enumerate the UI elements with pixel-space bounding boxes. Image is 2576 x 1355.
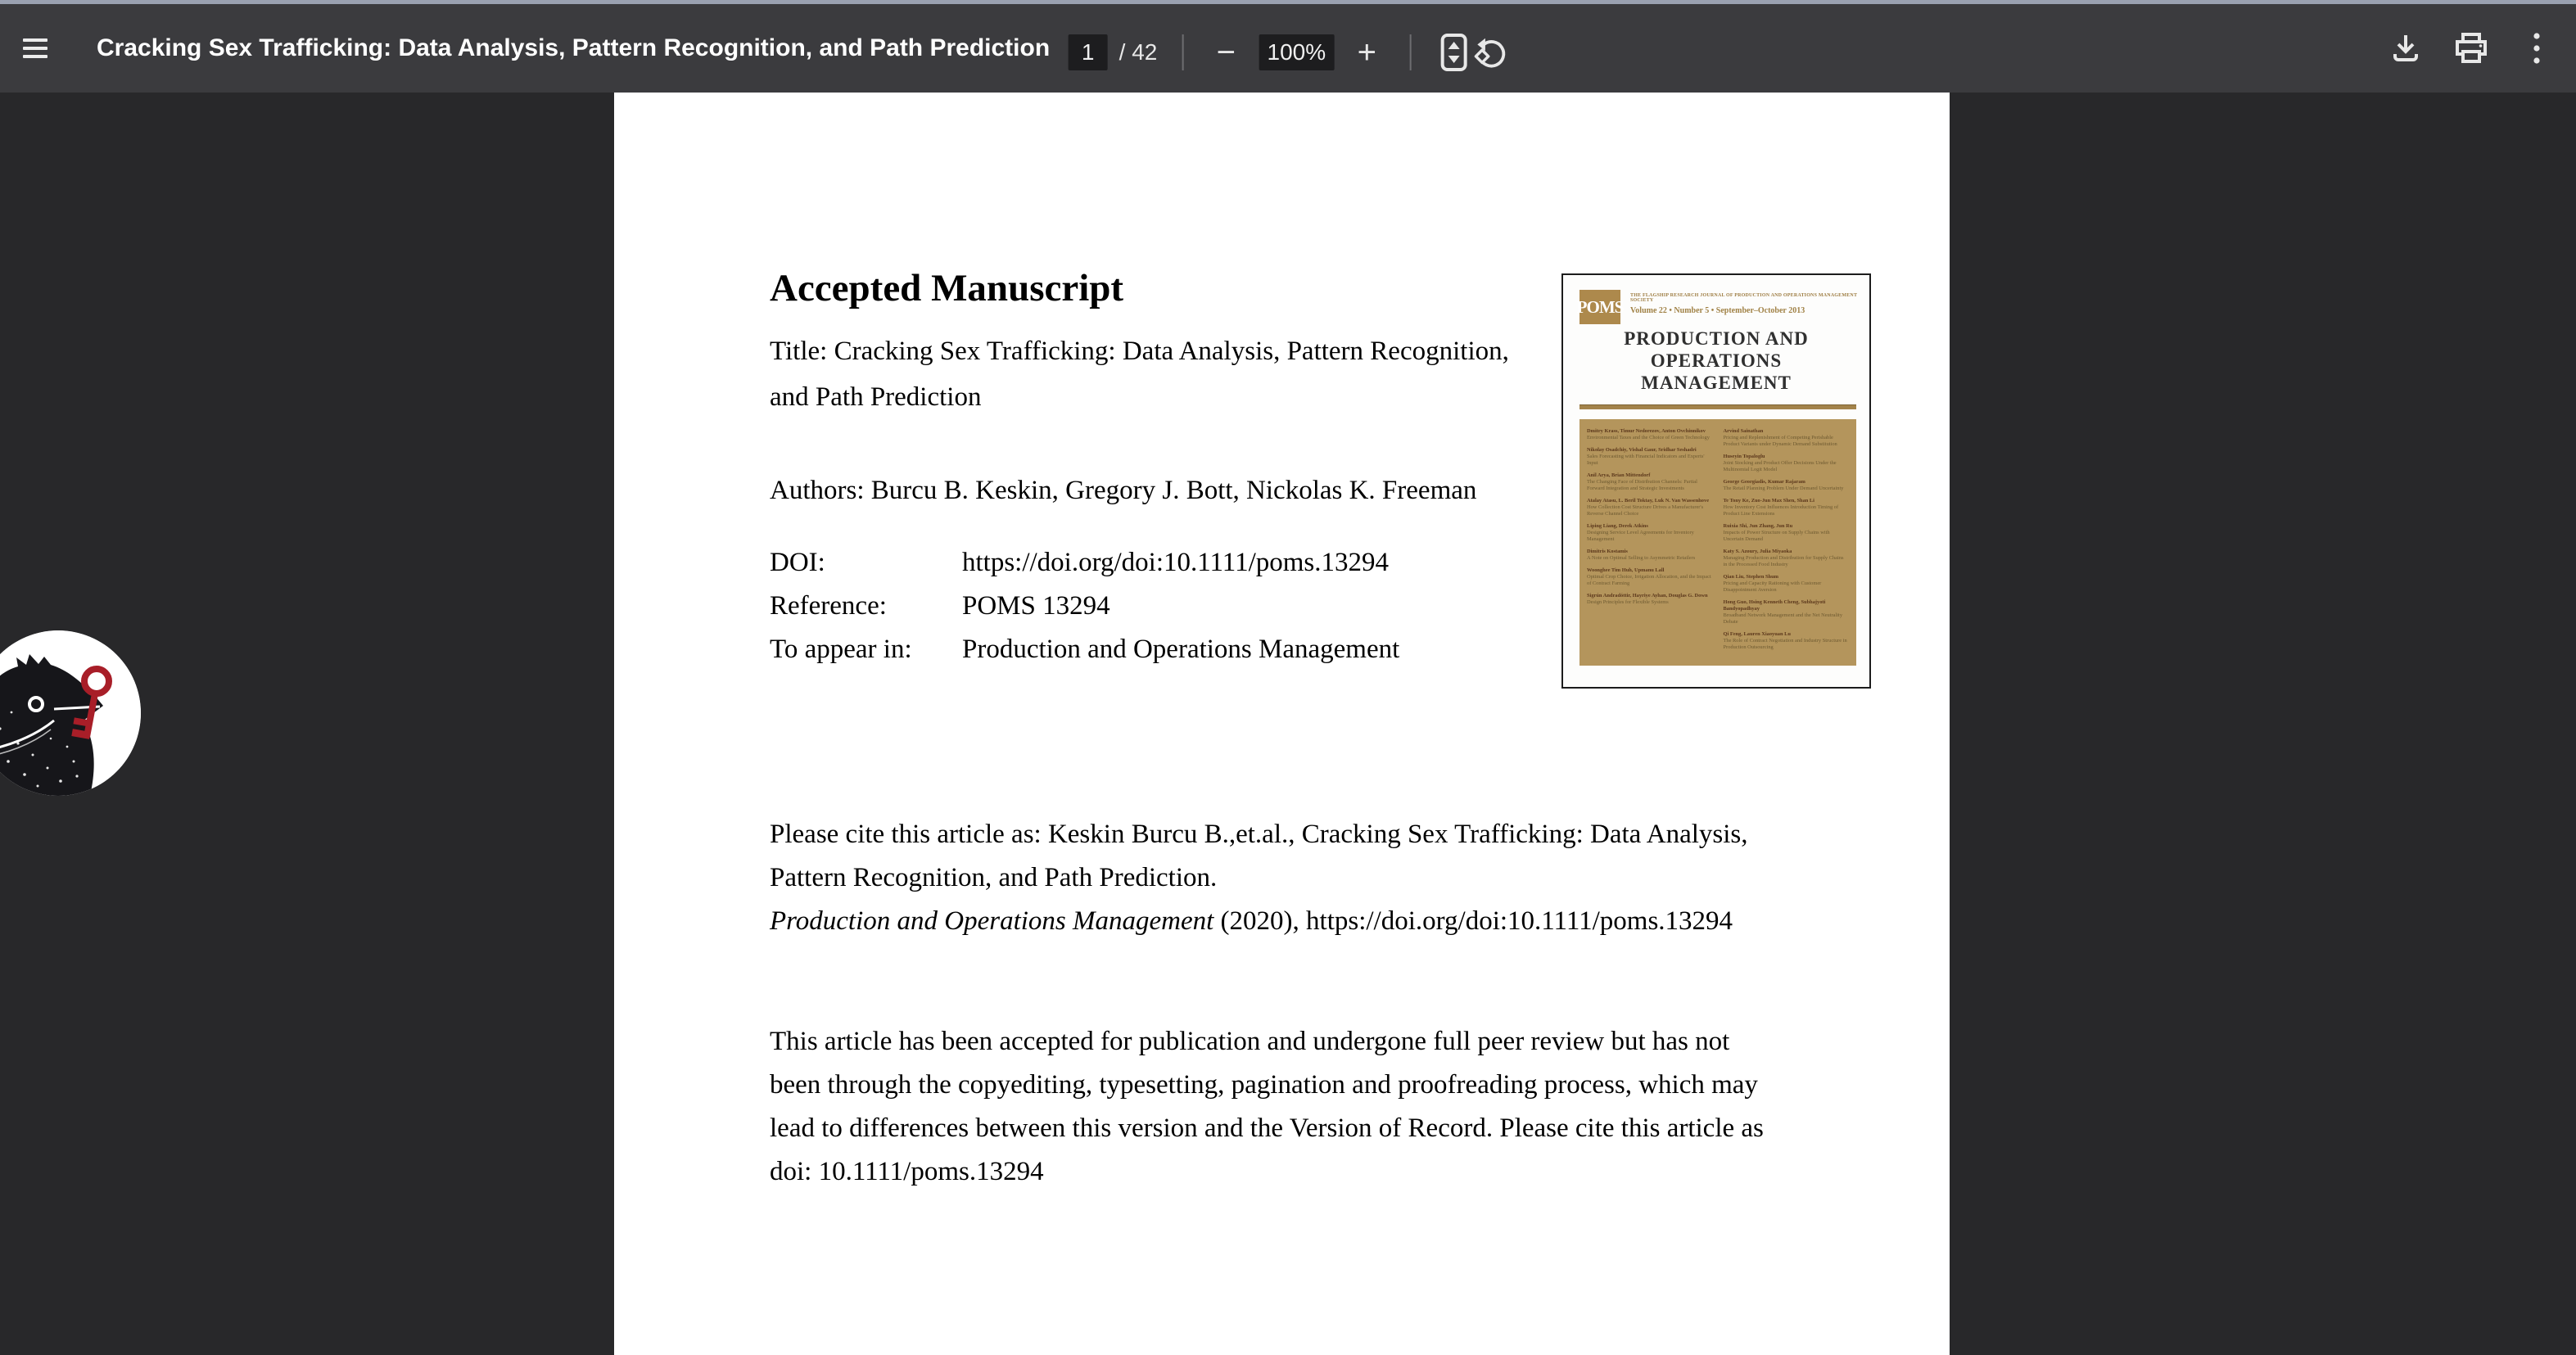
authors-line: Authors: Burcu B. Keskin, Gregory J. Bott, Nickolas K. Freeman (770, 476, 1477, 505)
sci-hub-logo[interactable] (0, 630, 141, 796)
cover-entry-title: Pricing and Capacity Rationing with Customer Disappointment Aversion (1723, 580, 1822, 593)
cover-journal-title: PRODUCTION AND OPERATIONS MANAGEMENT (1624, 328, 1809, 393)
cover-entry-title: The Retail Planning Problem Under Demand Uncertainty (1723, 486, 1844, 491)
rotate-icon (1471, 34, 1507, 71)
cover-entry-authors: Dimitris Kostamis (1587, 549, 1628, 554)
download-button[interactable] (2384, 24, 2427, 73)
cover-entry (1587, 498, 1713, 517)
metadata-row (770, 635, 1399, 678)
metadata-table (770, 548, 1399, 678)
rotate-button[interactable] (1471, 28, 1507, 77)
journal-name-italic: Production and Operations Management (770, 906, 1214, 936)
cover-entry-authors: Huseyin Topaloglu (1723, 454, 1765, 459)
notice-line: been through the copyediting, typesetting, pagination and proofreading process, which may (770, 1070, 1758, 1100)
citation-line: Pattern Recognition, and Path Prediction. (770, 863, 1218, 892)
toolbar-right-group (2384, 24, 2576, 73)
notice-line: This article has been accepted for publication and undergone full peer review but has not (770, 1027, 1730, 1056)
cover-entry-title: The Role of Contract Negotiation and Industry Structure in Production Outsourcing (1723, 638, 1847, 650)
cover-entry (1587, 428, 1713, 441)
metadata-row (770, 548, 1399, 591)
metadata-value: POMS 13294 (962, 591, 1110, 621)
toolbar-divider (1409, 34, 1411, 70)
cover-entry-authors: Qian Liu, Stephen Shum (1723, 574, 1778, 580)
cover-entry-title: A Note on Optimal Selling to Asymmetric Retailers (1587, 555, 1696, 561)
cover-entry-title: Broadband Network Management and the Net Neutrality Debate (1723, 612, 1843, 625)
cover-entry-title: Designing Service Level Agreements for Inventory Management (1587, 530, 1694, 542)
kebab-menu-icon (2532, 31, 2542, 65)
cover-entry (1587, 523, 1713, 543)
cover-contents-box (1579, 419, 1856, 666)
manuscript-title-line: and Path Prediction (770, 382, 982, 412)
cover-entry-authors: Arvind Sainathan (1723, 428, 1764, 434)
cover-entry-title: Design Principles for Flexible Systems (1587, 599, 1669, 605)
cover-entry (1724, 631, 1850, 651)
fit-to-page-button[interactable] (1435, 28, 1471, 77)
cover-entry (1587, 567, 1713, 587)
journal-cover-thumbnail (1561, 273, 1871, 689)
cover-left-column (1587, 428, 1713, 657)
document-title: Cracking Sex Trafficking: Data Analysis, Pattern Recognition, and Path Prediction (97, 34, 1051, 61)
pdf-page (614, 93, 1950, 1355)
cover-entry (1587, 593, 1713, 606)
page-title: Accepted Manuscript (770, 267, 1124, 309)
viewer-content-area[interactable] (0, 93, 2576, 1355)
cover-entry (1587, 472, 1713, 492)
cover-entry-authors: Anil Arya, Brian Mittendorf (1587, 472, 1651, 478)
poms-logo: POMS (1579, 290, 1620, 324)
print-icon (2454, 32, 2488, 65)
zoom-in-button[interactable]: + (1349, 28, 1385, 77)
toolbar-divider (1182, 34, 1183, 70)
metadata-label: To appear in: (770, 635, 912, 664)
cover-right-column (1724, 428, 1850, 657)
cover-entry-authors: Nikolay Osadchiy, Vishal Gaur, Sridhar Seshadri (1587, 447, 1697, 453)
cover-entry-authors: Qi Feng, Lauren Xiaoyuan Lu (1723, 631, 1791, 637)
cover-entry-title: Environmental Taxes and the Choice of Green Technology (1587, 435, 1710, 440)
acceptance-notice (770, 1020, 1777, 1194)
notice-line: doi: 10.1111/poms.13294 (770, 1157, 1044, 1186)
cover-entry (1724, 574, 1850, 594)
more-options-button[interactable] (2515, 24, 2558, 73)
metadata-label: Reference: (770, 591, 887, 621)
cover-entry-title: Managing Production and Distribution for Supply Chains in the Processed Food Industry (1723, 555, 1844, 567)
cover-divider-rule (1579, 404, 1856, 409)
cover-entry-title: Pricing and Replenishment of Competing Perishable Product Variants under Dynamic Demand Substitution (1723, 435, 1837, 447)
cover-entry (1724, 599, 1850, 626)
cover-entry-title: Impacts of Power Structure on Supply Chains with Uncertain Demand (1723, 530, 1830, 542)
cover-entry-authors: Ruixia Shi, Jun Zhang, Jun Ru (1723, 523, 1793, 529)
manuscript-title-line: Title: Cracking Sex Trafficking: Data Analysis, Pattern Recognition, (770, 336, 1509, 366)
citation-doi: (2020), https://doi.org/doi:10.1111/poms.13294 (1213, 906, 1733, 936)
cover-entry-title: Optimal Crop Choice, Irrigation Allocation, and the Impact of Contract Farming (1587, 574, 1711, 586)
cover-entry (1724, 479, 1850, 492)
page-count-label: / 42 (1119, 39, 1158, 65)
cover-entry (1724, 523, 1850, 543)
cover-entry-authors: Dmitry Krass, Timur Nedorezov, Anton Ovchinnikov (1587, 428, 1706, 434)
cover-entry-authors: Sigrún Andradóttir, Hayriye Ayhan, Douglas G. Down (1587, 593, 1708, 598)
manuscript-title (770, 328, 1556, 420)
menu-icon[interactable] (23, 29, 61, 67)
cover-entry-authors: Liping Liang, Derek Atkins (1587, 523, 1648, 529)
print-button[interactable] (2450, 24, 2492, 73)
citation-line (770, 900, 1752, 943)
toolbar-center-group (1069, 8, 1508, 97)
cover-entry-authors: Katy S. Azoury, Julia Miyaoka (1723, 549, 1792, 554)
cover-entry-authors: Woonghee Tim Huh, Upmanu Lall (1587, 567, 1665, 573)
cover-entry-title: The Changing Face of Distribution Channels: Partial Forward Integration and Strategic Investments (1587, 479, 1697, 491)
cover-entry-authors: Hong Guo, Hsing Kenneth Cheng, Subhajyoti Bandyopadhyay (1723, 599, 1826, 612)
cover-entry-title: How Collection Cost Structure Drives a Manufacturer's Reverse Channel Choice (1587, 504, 1704, 517)
cover-entry (1724, 549, 1850, 568)
notice-line: lead to differences between this version and the Version of Record. Please cite this article as (770, 1113, 1764, 1143)
zoom-out-button[interactable]: − (1208, 28, 1244, 77)
citation-block (770, 813, 1752, 943)
toolbar-left-group (0, 29, 1050, 67)
cover-entry-authors: George Georgiadis, Kumar Rajaram (1723, 479, 1805, 485)
download-icon (2389, 32, 2422, 65)
cover-entry-authors: Atalay Atasu, L. Beril Toktay, Luk N. Van Wassenhove (1587, 498, 1710, 504)
cover-entry (1724, 498, 1850, 517)
metadata-value: https://doi.org/doi:10.1111/poms.13294 (962, 548, 1390, 577)
cover-entry (1724, 454, 1850, 473)
citation-line: Please cite this article as: Keskin Burcu B.,et.al., Cracking Sex Trafficking: Data Analysis, (770, 820, 1748, 849)
cover-entry-title: Joint Stocking and Product Offer Decisions Under the Multinomial Logit Model (1723, 460, 1837, 472)
cover-entry (1587, 447, 1713, 467)
metadata-row (770, 591, 1399, 635)
page-number-input[interactable] (1069, 34, 1108, 70)
cover-entry-authors: Te Tony Ke, Zuo-Jun Max Shen, Shan Li (1723, 498, 1814, 504)
pdf-viewer-toolbar (0, 4, 2576, 93)
cover-entry-title: How Inventory Cost Influences Introduction Timing of Product Line Extensions (1723, 504, 1839, 517)
metadata-value: Production and Operations Management (962, 635, 1400, 664)
cover-entry-title: Sales Forecasting with Financial Indicators and Experts' Input (1587, 454, 1705, 466)
raven-with-key-icon (0, 630, 141, 796)
cover-entry (1724, 428, 1850, 448)
zoom-level-value[interactable]: 100% (1259, 34, 1334, 70)
cover-issue-line: Volume 22 • Number 5 • September–October 2013 (1630, 306, 1805, 315)
cover-tagline: THE FLAGSHIP RESEARCH JOURNAL OF PRODUCTION AND OPERATIONS MANAGEMENT SOCIETY (1630, 293, 1858, 303)
metadata-label: DOI: (770, 548, 825, 577)
cover-entry (1587, 549, 1713, 562)
fit-to-page-icon (1439, 33, 1468, 72)
